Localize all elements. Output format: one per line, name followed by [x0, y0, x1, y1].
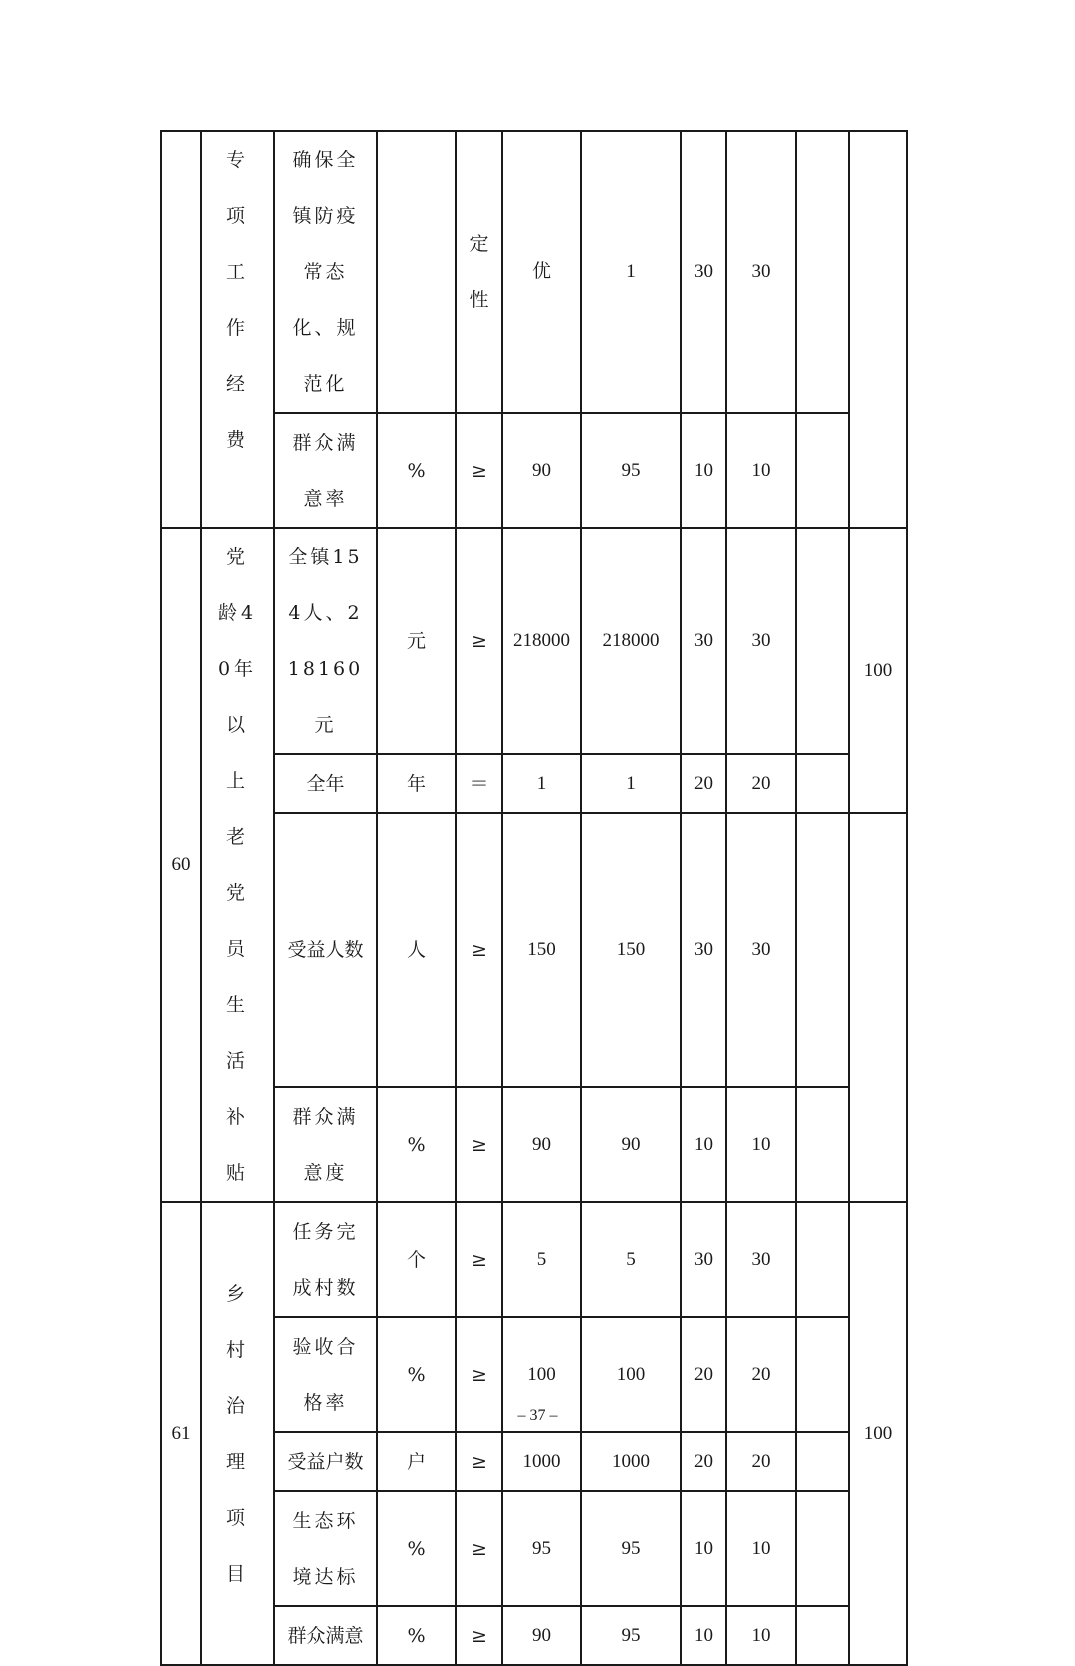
- note-cell: [796, 813, 849, 1087]
- target-cell: 218000: [502, 528, 581, 754]
- actual-cell: 1: [581, 754, 681, 813]
- category-cell: [201, 1202, 274, 1665]
- indicator-cell: 验收合格率: [274, 1317, 377, 1432]
- weight-cell: 10: [681, 1606, 726, 1665]
- indicator-cell: 确保全镇防疫常态化、规范化: [274, 131, 377, 413]
- note-cell: [796, 1606, 849, 1665]
- unit-cell: 户: [377, 1432, 456, 1491]
- score-cell: 30: [726, 528, 796, 754]
- row-number-cell: 61: [161, 1202, 201, 1665]
- note-cell: [796, 1491, 849, 1606]
- indicator-cell: 全年: [274, 754, 377, 813]
- table-row: [161, 1202, 907, 1317]
- unit-cell: %: [377, 413, 456, 528]
- unit-cell: 年: [377, 754, 456, 813]
- table-row: [161, 131, 907, 413]
- weight-cell: 10: [681, 413, 726, 528]
- unit-cell: %: [377, 1606, 456, 1665]
- score-cell: 20: [726, 1317, 796, 1432]
- score-cell: 30: [726, 131, 796, 413]
- unit-cell: 元: [377, 528, 456, 754]
- operator-cell: ＝: [456, 754, 502, 813]
- target-cell: 100: [502, 1317, 581, 1432]
- target-cell: 优: [502, 131, 581, 413]
- note-cell: [796, 1202, 849, 1317]
- note-cell: [796, 413, 849, 528]
- category-text: 乡村治理项目: [225, 1282, 249, 1585]
- indicator-cell: 群众满意率: [274, 413, 377, 528]
- indicator-cell: 任务完成村数: [274, 1202, 377, 1317]
- total-cell: [849, 131, 907, 528]
- score-cell: 10: [726, 1491, 796, 1606]
- operator-cell: ≥: [456, 813, 502, 1087]
- score-cell: 20: [726, 754, 796, 813]
- actual-cell: 5: [581, 1202, 681, 1317]
- indicator-cell: 全镇154人、218160元: [274, 528, 377, 754]
- category-text: 党龄40年以上老党员生活补贴: [217, 546, 258, 1184]
- target-cell: 1000: [502, 1432, 581, 1491]
- target-cell: 1: [502, 754, 581, 813]
- operator-cell: ≥: [456, 1491, 502, 1606]
- actual-cell: 100: [581, 1317, 681, 1432]
- actual-cell: 1: [581, 131, 681, 413]
- note-cell: [796, 1432, 849, 1491]
- actual-cell: 95: [581, 1606, 681, 1665]
- performance-table: [160, 130, 908, 1666]
- weight-cell: 30: [681, 813, 726, 1087]
- weight-cell: 10: [681, 1087, 726, 1202]
- note-cell: [796, 528, 849, 754]
- actual-cell: 90: [581, 1087, 681, 1202]
- operator-cell: ≥: [456, 1606, 502, 1665]
- weight-cell: 20: [681, 1317, 726, 1432]
- row-number-cell: [161, 131, 201, 528]
- target-cell: 90: [502, 1087, 581, 1202]
- unit-cell: %: [377, 1491, 456, 1606]
- score-cell: 30: [726, 813, 796, 1087]
- target-cell: 150: [502, 813, 581, 1087]
- total-cell: 100: [849, 528, 907, 813]
- indicator-cell: 受益人数: [274, 813, 377, 1087]
- score-cell: 10: [726, 1087, 796, 1202]
- score-cell: 10: [726, 1606, 796, 1665]
- note-cell: [796, 131, 849, 413]
- operator-cell: ≥: [456, 1087, 502, 1202]
- actual-cell: 150: [581, 813, 681, 1087]
- page-number: – 37 –: [517, 1407, 558, 1424]
- unit-cell: 个: [377, 1202, 456, 1317]
- operator-cell: 定性: [456, 131, 502, 413]
- score-cell: 20: [726, 1432, 796, 1491]
- actual-cell: 218000: [581, 528, 681, 754]
- total-cell: 100: [849, 1202, 907, 1665]
- weight-cell: 30: [681, 1202, 726, 1317]
- operator-cell: ≥: [456, 1317, 502, 1432]
- operator-cell: ≥: [456, 1202, 502, 1317]
- weight-cell: 30: [681, 528, 726, 754]
- operator-cell: ≥: [456, 1432, 502, 1491]
- table-row: [161, 528, 907, 754]
- actual-cell: 1000: [581, 1432, 681, 1491]
- weight-cell: 10: [681, 1491, 726, 1606]
- note-cell: [796, 754, 849, 813]
- total-cell: [849, 813, 907, 1202]
- category-cell: [201, 131, 274, 528]
- unit-cell: 人: [377, 813, 456, 1087]
- target-cell: 5: [502, 1202, 581, 1317]
- score-cell: 30: [726, 1202, 796, 1317]
- weight-cell: 20: [681, 754, 726, 813]
- target-cell: 95: [502, 1491, 581, 1606]
- operator-cell: ≥: [456, 413, 502, 528]
- note-cell: [796, 1087, 849, 1202]
- score-cell: 10: [726, 413, 796, 528]
- row-number-cell: 60: [161, 528, 201, 1202]
- indicator-cell: 群众满意度: [274, 1087, 377, 1202]
- unit-cell: [377, 131, 456, 413]
- actual-cell: 95: [581, 413, 681, 528]
- weight-cell: 30: [681, 131, 726, 413]
- category-cell: [201, 528, 274, 1202]
- target-cell: 90: [502, 413, 581, 528]
- actual-cell: 95: [581, 1491, 681, 1606]
- indicator-cell: 受益户数: [274, 1432, 377, 1491]
- indicator-cell: 群众满意: [274, 1606, 377, 1665]
- category-text: 专项工作经费: [225, 149, 249, 451]
- unit-cell: %: [377, 1087, 456, 1202]
- operator-cell: ≥: [456, 528, 502, 754]
- weight-cell: 20: [681, 1432, 726, 1491]
- indicator-cell: 生态环境达标: [274, 1491, 377, 1606]
- target-cell: 90: [502, 1606, 581, 1665]
- unit-cell: %: [377, 1317, 456, 1432]
